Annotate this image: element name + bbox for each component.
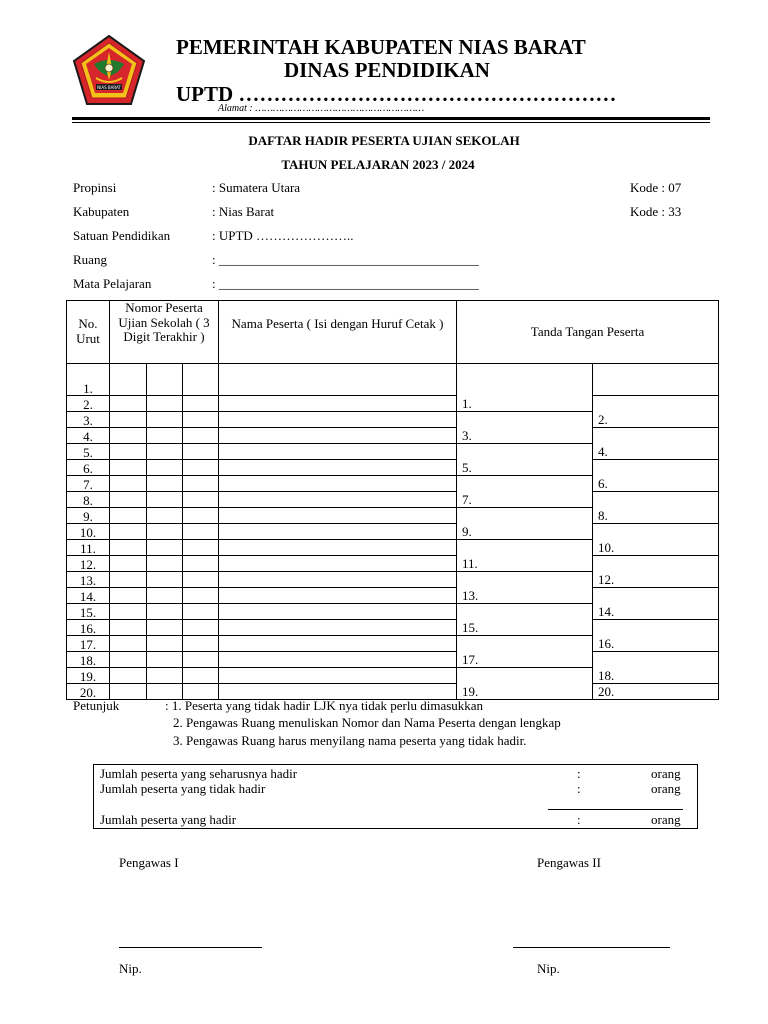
signature-cell-even[interactable]: 6.: [593, 460, 719, 492]
summary-colon: :: [577, 781, 581, 796]
participant-digit-cell[interactable]: [183, 428, 219, 444]
participant-digit-cell[interactable]: [183, 620, 219, 636]
signature-cell-odd[interactable]: 7.: [457, 476, 593, 508]
table-row: [67, 492, 719, 508]
document-year: TAHUN PELAJARAN 2023 / 2024: [281, 157, 475, 172]
participant-digit-cell[interactable]: [183, 476, 219, 492]
participant-digit-cell[interactable]: [183, 652, 219, 668]
signature-cell-odd[interactable]: 1.: [457, 364, 593, 412]
participant-digit-cell[interactable]: [183, 572, 219, 588]
attendance-summary-box: [93, 764, 698, 829]
petunjuk-label: Petunjuk: [73, 698, 120, 713]
header-uptd: UPTD ………………………………………………: [176, 82, 617, 106]
attendance-table: [66, 300, 719, 700]
summary-absent-label: Jumlah peserta yang tidak hadir: [100, 781, 266, 796]
participant-digit-cell[interactable]: [147, 460, 183, 476]
pengawas-1-nip: Nip.: [119, 961, 142, 976]
participant-digit-cell[interactable]: [183, 588, 219, 604]
row-number: 14.: [67, 588, 110, 604]
signature-cell-odd[interactable]: 19.: [457, 668, 593, 700]
participant-digit-cell[interactable]: [183, 636, 219, 652]
kabupaten-value: : Nias Barat: [212, 204, 275, 219]
signature-cell-odd[interactable]: 9.: [457, 508, 593, 540]
header-nomor-peserta: Nomor Peserta Ujian Sekolah ( 3 Digit Terakhir ): [110, 301, 219, 364]
table-row: [67, 588, 719, 604]
summary-total-rule: [548, 809, 683, 810]
participant-digit-cell[interactable]: [147, 604, 183, 620]
ruang-label: Ruang: [73, 252, 107, 267]
header-nama-peserta: Nama Peserta ( Isi dengan Huruf Cetak ): [219, 301, 457, 364]
row-number: 8.: [67, 492, 110, 508]
participant-digit-cell[interactable]: [147, 636, 183, 652]
propinsi-value: : Sumatera Utara: [212, 180, 301, 195]
signature-cell-blank: [593, 364, 719, 396]
summary-colon: :: [577, 812, 581, 827]
row-number: 19.: [67, 668, 110, 684]
participant-digit-cell[interactable]: [147, 364, 183, 396]
row-number: 20.: [67, 684, 110, 700]
signature-cell-even[interactable]: 16.: [593, 620, 719, 652]
participant-digit-cell[interactable]: [147, 556, 183, 572]
summary-unit: orang: [651, 812, 681, 827]
table-row: [67, 396, 719, 412]
participant-name-cell[interactable]: [219, 428, 457, 444]
participant-digit-cell[interactable]: [110, 572, 147, 588]
participant-name-cell[interactable]: [219, 412, 457, 428]
participant-digit-cell[interactable]: [110, 412, 147, 428]
header-rule-thin: [72, 122, 710, 123]
participant-name-cell[interactable]: [219, 668, 457, 684]
signature-cell-even[interactable]: 18.: [593, 652, 719, 684]
summary-colon: :: [577, 766, 581, 781]
table-row: [67, 460, 719, 476]
summary-row-present: [100, 813, 697, 826]
summary-expected-label: Jumlah peserta yang seharusnya hadir: [100, 766, 298, 781]
participant-digit-cell[interactable]: [183, 396, 219, 412]
participant-digit-cell[interactable]: [110, 460, 147, 476]
participant-digit-cell[interactable]: [147, 396, 183, 412]
signature-cell-even[interactable]: 12.: [593, 556, 719, 588]
header-tanda-tangan: Tanda Tangan Peserta: [457, 301, 719, 364]
signature-cell-even[interactable]: 20.: [593, 684, 719, 700]
participant-digit-cell[interactable]: [110, 668, 147, 684]
kabupaten-logo: [72, 34, 146, 106]
participant-digit-cell[interactable]: [110, 508, 147, 524]
participant-name-cell[interactable]: [219, 476, 457, 492]
row-number: 1.: [67, 364, 110, 396]
participant-name-cell[interactable]: [219, 572, 457, 588]
table-row: [67, 556, 719, 572]
participant-digit-cell[interactable]: [110, 444, 147, 460]
table-row: [67, 620, 719, 636]
table-row: [67, 428, 719, 444]
participant-digit-cell[interactable]: [147, 588, 183, 604]
signature-cell-odd[interactable]: 17.: [457, 636, 593, 668]
signature-cell-odd[interactable]: 13.: [457, 572, 593, 604]
participant-name-cell[interactable]: [219, 652, 457, 668]
signature-cell-even[interactable]: 2.: [593, 396, 719, 428]
row-number: 13.: [67, 572, 110, 588]
participant-name-cell[interactable]: [219, 604, 457, 620]
header-no-urut: No. Urut: [67, 301, 110, 364]
mata-pelajaran-field[interactable]: : ________________________________________: [212, 276, 479, 291]
participant-digit-cell[interactable]: [183, 604, 219, 620]
participant-digit-cell[interactable]: [147, 652, 183, 668]
participant-digit-cell[interactable]: [183, 524, 219, 540]
header-government-name: PEMERINTAH KABUPATEN NIAS BARAT: [176, 35, 586, 59]
row-number: 18.: [67, 652, 110, 668]
participant-digit-cell[interactable]: [110, 476, 147, 492]
participant-digit-cell[interactable]: [147, 524, 183, 540]
signature-cell-even[interactable]: 8.: [593, 492, 719, 524]
header-address: Alamat : …………………………………………………: [218, 103, 425, 114]
pengawas-1-label: Pengawas I: [119, 855, 179, 870]
row-number: 15.: [67, 604, 110, 620]
row-number: 10.: [67, 524, 110, 540]
participant-name-cell[interactable]: [219, 620, 457, 636]
participant-digit-cell[interactable]: [110, 556, 147, 572]
participant-name-cell[interactable]: [219, 636, 457, 652]
row-number: 7.: [67, 476, 110, 492]
mata-pelajaran-label: Mata Pelajaran: [73, 276, 152, 291]
signature-cell-even[interactable]: 10.: [593, 524, 719, 556]
participant-digit-cell[interactable]: [110, 524, 147, 540]
participant-digit-cell[interactable]: [183, 444, 219, 460]
participant-digit-cell[interactable]: [147, 444, 183, 460]
pengawas-1-signature-line: [119, 947, 262, 948]
satuan-pendidikan-label: Satuan Pendidikan: [73, 228, 171, 243]
participant-digit-cell[interactable]: [110, 588, 147, 604]
participant-digit-cell[interactable]: [110, 620, 147, 636]
kabupaten-label: Kabupaten: [73, 204, 130, 219]
participant-name-cell[interactable]: [219, 556, 457, 572]
participant-name-cell[interactable]: [219, 444, 457, 460]
participant-digit-cell[interactable]: [110, 364, 147, 396]
signature-cell-odd[interactable]: 11.: [457, 540, 593, 572]
kabupaten-kode: Kode : 33: [630, 204, 682, 219]
participant-digit-cell[interactable]: [147, 428, 183, 444]
summary-row-expected: [100, 767, 697, 780]
participant-digit-cell[interactable]: [110, 652, 147, 668]
row-number: 9.: [67, 508, 110, 524]
participant-digit-cell[interactable]: [183, 492, 219, 508]
participant-digit-cell[interactable]: [110, 540, 147, 556]
participant-digit-cell[interactable]: [110, 604, 147, 620]
petunjuk-item-2: 2. Pengawas Ruang menuliskan Nomor dan Nama Peserta dengan lengkap: [173, 715, 561, 730]
row-number: 17.: [67, 636, 110, 652]
participant-digit-cell[interactable]: [183, 540, 219, 556]
pengawas-2-signature-line: [513, 947, 670, 948]
row-number: 12.: [67, 556, 110, 572]
petunjuk-item-3: 3. Pengawas Ruang harus menyilang nama peserta yang tidak hadir.: [173, 733, 527, 748]
satuan-pendidikan-value: : UPTD …………………..: [212, 228, 354, 243]
participant-digit-cell[interactable]: [147, 508, 183, 524]
petunjuk-item-1: : 1. Peserta yang tidak hadir LJK nya tidak perlu dimasukkan: [165, 698, 484, 713]
table-row: [67, 652, 719, 668]
participant-digit-cell[interactable]: [183, 460, 219, 476]
row-number: 5.: [67, 444, 110, 460]
participant-name-cell[interactable]: [219, 524, 457, 540]
table-row: [67, 364, 719, 396]
propinsi-label: Propinsi: [73, 180, 117, 195]
header-rule-thick: [72, 117, 710, 120]
logo-emblem-text: NIAS BARAT: [97, 84, 121, 90]
signature-cell-odd[interactable]: 5.: [457, 444, 593, 476]
participant-digit-cell[interactable]: [147, 412, 183, 428]
participant-digit-cell[interactable]: [147, 572, 183, 588]
participant-digit-cell[interactable]: [147, 668, 183, 684]
signature-cell-odd[interactable]: 15.: [457, 604, 593, 636]
header-agency-name: DINAS PENDIDIKAN: [284, 58, 490, 82]
participant-name-cell[interactable]: [219, 588, 457, 604]
participant-digit-cell[interactable]: [147, 540, 183, 556]
summary-row-absent: [100, 782, 697, 795]
participant-digit-cell[interactable]: [183, 508, 219, 524]
signature-cell-odd[interactable]: 3.: [457, 412, 593, 444]
table-row: [67, 524, 719, 540]
pengawas-2-label: Pengawas II: [537, 855, 601, 870]
participant-digit-cell[interactable]: [183, 556, 219, 572]
participant-name-cell[interactable]: [219, 396, 457, 412]
pengawas-2-nip: Nip.: [537, 961, 560, 976]
signature-cell-even[interactable]: 14.: [593, 588, 719, 620]
participant-name-cell[interactable]: [219, 460, 457, 476]
participant-digit-cell[interactable]: [110, 428, 147, 444]
summary-present-label: Jumlah peserta yang hadir: [100, 812, 237, 827]
summary-unit: orang: [651, 781, 681, 796]
participant-name-cell[interactable]: [219, 540, 457, 556]
participant-digit-cell[interactable]: [110, 636, 147, 652]
participant-digit-cell[interactable]: [183, 364, 219, 396]
participant-digit-cell[interactable]: [147, 492, 183, 508]
document-title: DAFTAR HADIR PESERTA UJIAN SEKOLAH: [248, 133, 520, 148]
row-number: 2.: [67, 396, 110, 412]
row-number: 11.: [67, 540, 110, 556]
participant-name-cell[interactable]: [219, 364, 457, 396]
propinsi-kode: Kode : 07: [630, 180, 682, 195]
participant-digit-cell[interactable]: [110, 396, 147, 412]
row-number: 6.: [67, 460, 110, 476]
participant-digit-cell[interactable]: [183, 412, 219, 428]
participant-digit-cell[interactable]: [183, 668, 219, 684]
row-number: 16.: [67, 620, 110, 636]
participant-digit-cell[interactable]: [147, 476, 183, 492]
participant-name-cell[interactable]: [219, 492, 457, 508]
signature-cell-even[interactable]: 4.: [593, 428, 719, 460]
row-number: 3.: [67, 412, 110, 428]
ruang-field[interactable]: : ________________________________________: [212, 252, 479, 267]
participant-digit-cell[interactable]: [110, 492, 147, 508]
participant-digit-cell[interactable]: [147, 620, 183, 636]
participant-name-cell[interactable]: [219, 508, 457, 524]
summary-unit: orang: [651, 766, 681, 781]
row-number: 4.: [67, 428, 110, 444]
